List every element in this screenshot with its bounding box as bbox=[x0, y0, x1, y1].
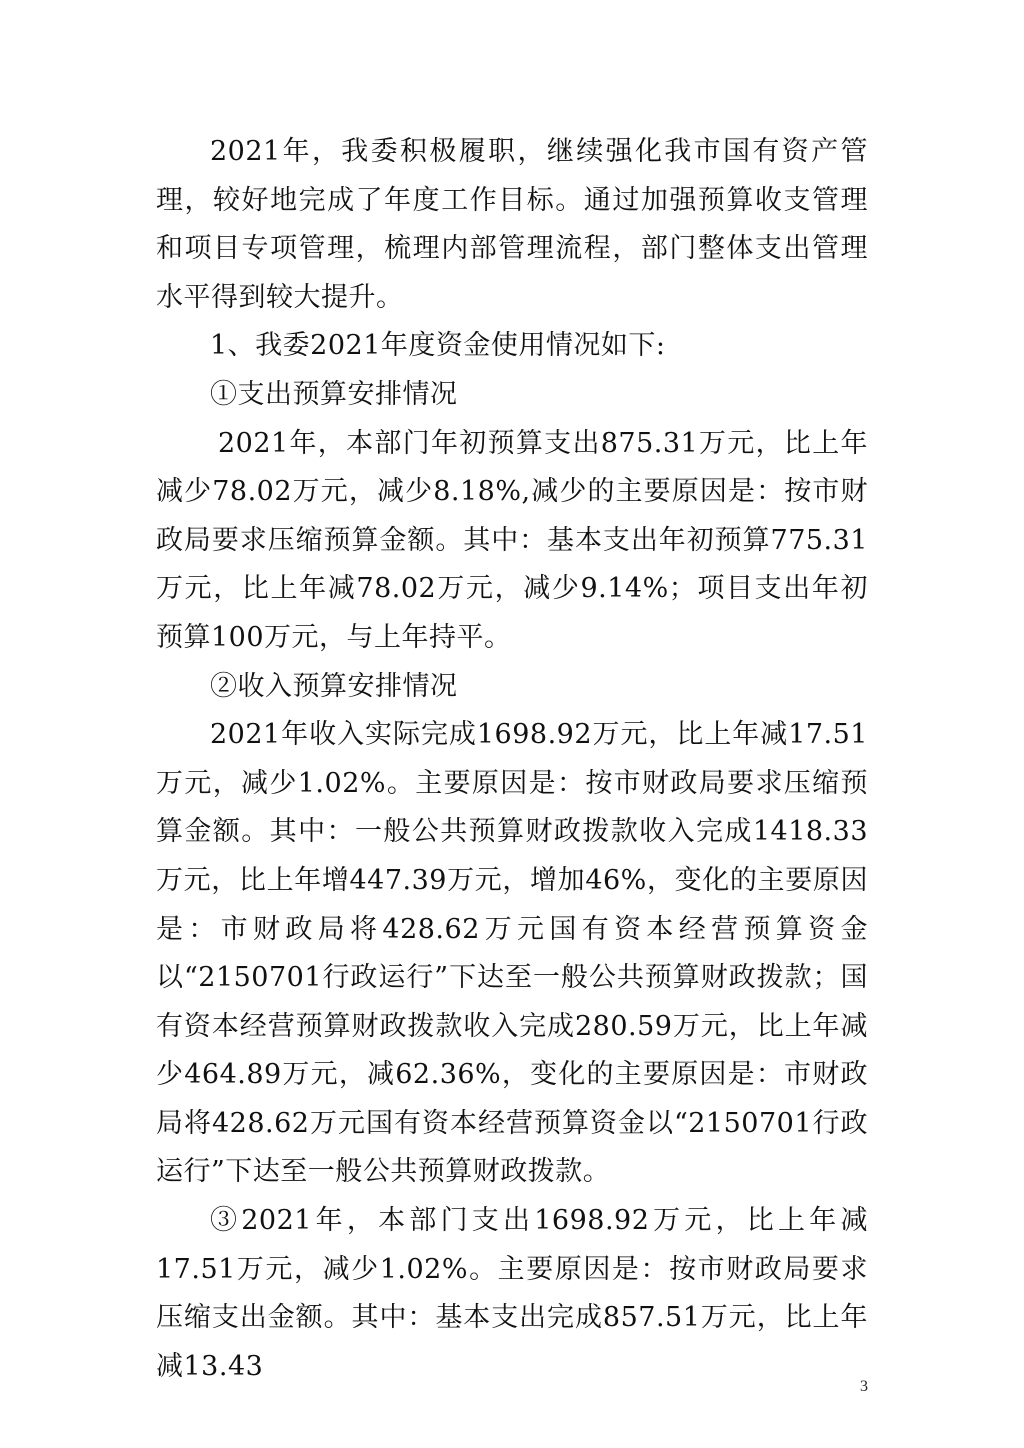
paragraph-income-budget: 2021年收入实际完成1698.92万元，比上年减17.51万元，减少1.02%。主要原因是：按市财政局要求压缩预算金额。其中：一般公共预算财政拨款收入完成1418.33万元，比上年增447.39万元，增加46%，变化的主要原因是：市财政局将428.62万元国有资本经营预算资金以“2150701行政运行”下达至一般公共预算财政拨款；国有资本经营预算财政拨款收入完成280.59万元，比上年减少464.89万元，减62.36%，变化的主要原因是：市财政局将428.62万元国有资本经营预算资金以“2150701行政运行”下达至一般公共预算财政拨款。 bbox=[156, 719, 868, 1188]
document-body bbox=[156, 128, 868, 1391]
paragraph-summary: 2021年，我委积极履职，继续强化我市国有资产管理，较好地完成了年度工作目标。通过加强预算收支管理和项目专项管理，梳理内部管理流程，部门整体支出管理水平得到较大提升。 bbox=[156, 136, 868, 313]
paragraph-expenditure-budget: 2021年，本部门年初预算支出875.31万元，比上年减少78.02万元，减少8.18%,减少的主要原因是：按市财政局要求压缩预算金额。其中：基本支出年初预算775.31万元，比上年减78.02万元，减少9.14%；项目支出年初预算100万元，与上年持平。 bbox=[156, 427, 868, 653]
paragraph-income-budget-heading: ②收入预算安排情况 bbox=[210, 670, 458, 702]
paragraph-section-heading: 1、我委2021年度资金使用情况如下: bbox=[210, 330, 666, 362]
paragraph-department-expenditure: ③2021年，本部门支出1698.92万元，比上年减17.51万元，减少1.02%。主要原因是：按市财政局要求压缩支出金额。其中：基本支出完成857.51万元，比上年减13.43 bbox=[156, 1205, 868, 1382]
page-number: 3 bbox=[860, 1378, 868, 1395]
paragraph-expenditure-budget-heading: ①支出预算安排情况 bbox=[210, 378, 458, 410]
